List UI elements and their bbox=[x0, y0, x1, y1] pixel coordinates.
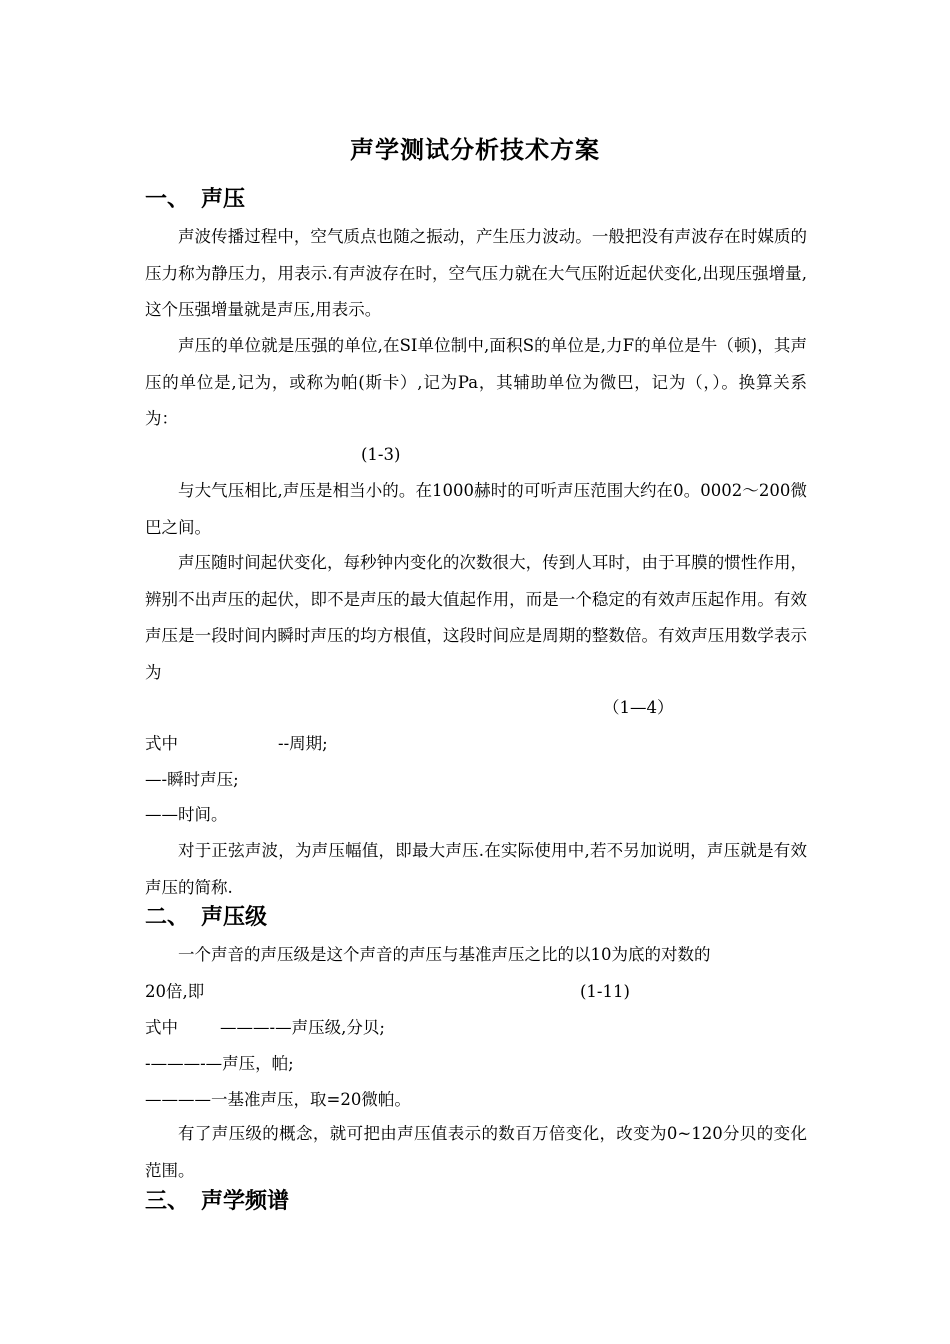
definition-label: 式中 bbox=[145, 734, 178, 753]
definition-line: -———-—声压，帕; bbox=[145, 1054, 294, 1073]
paragraph: 与大气压相比,声压是相当小的。在1000赫时的可听声压范围大约在0。0002～200微巴之间。 bbox=[145, 481, 807, 537]
paragraph: 声波传播过程中，空气质点也随之振动，产生压力波动。一般把没有声波存在时媒质的压力称为静压力，用表示.有声波存在时，空气压力就在大气压附近起伏变化,出现压强增量,这个压强增量就是声压,用表示。 bbox=[145, 227, 807, 319]
equation-number: (1-3) bbox=[361, 445, 401, 464]
section-heading-2 bbox=[145, 902, 267, 934]
paragraph: 声压随时间起伏变化，每秒钟内变化的次数很大，传到人耳时，由于耳膜的惯性作用，辨别不出声压的起伏，即不是声压的最大值起作用，而是一个稳定的有效声压起作用。有效声压是一段时间内瞬时声压的均方根值，这段时间应是周期的整数倍。有效声压用数学表示为 bbox=[145, 553, 807, 682]
section-number: 一、 bbox=[145, 187, 190, 212]
section-heading-3 bbox=[145, 1186, 289, 1218]
document-title: 声学测试分析技术方案 bbox=[350, 136, 600, 164]
section-number: 三、 bbox=[145, 1189, 190, 1214]
equation-number: (1-11) bbox=[580, 982, 630, 1001]
paragraph-continuation: 20倍,即 bbox=[145, 982, 205, 1001]
definition-line: ———-—声压级,分贝; bbox=[220, 1018, 385, 1037]
definition-line: ————一基准声压，取=20微帕。 bbox=[145, 1090, 411, 1109]
definition-line: --周期; bbox=[278, 734, 328, 753]
section-title: 声学频谱 bbox=[201, 1189, 290, 1214]
definition-line: —-瞬时声压; bbox=[145, 770, 239, 789]
section-title: 声压级 bbox=[201, 905, 268, 930]
definition-line: ——时间。 bbox=[145, 805, 228, 824]
section-title: 声压 bbox=[201, 187, 246, 212]
paragraph: 有了声压级的概念，就可把由声压值表示的数百万倍变化，改变为0~120分贝的变化范围。 bbox=[145, 1124, 807, 1180]
paragraph: 一个声音的声压级是这个声音的声压与基准声压之比的以10为底的对数的 bbox=[178, 945, 711, 964]
paragraph: 声压的单位就是压强的单位,在SI单位制中,面积S的单位是,力F的单位是牛（顿)，其声压的单位是,记为，或称为帕(斯卡）,记为Pa，其辅助单位为微巴，记为（，）。换算关系为： bbox=[145, 336, 807, 428]
paragraph: 对于正弦声波，为声压幅值，即最大声压.在实际使用中,若不另加说明，声压就是有效声压的简称. bbox=[145, 841, 807, 897]
definition-label: 式中 bbox=[145, 1018, 178, 1037]
section-number: 二、 bbox=[145, 905, 190, 930]
section-heading-1 bbox=[145, 184, 245, 216]
equation-number: （1—4） bbox=[603, 698, 674, 717]
